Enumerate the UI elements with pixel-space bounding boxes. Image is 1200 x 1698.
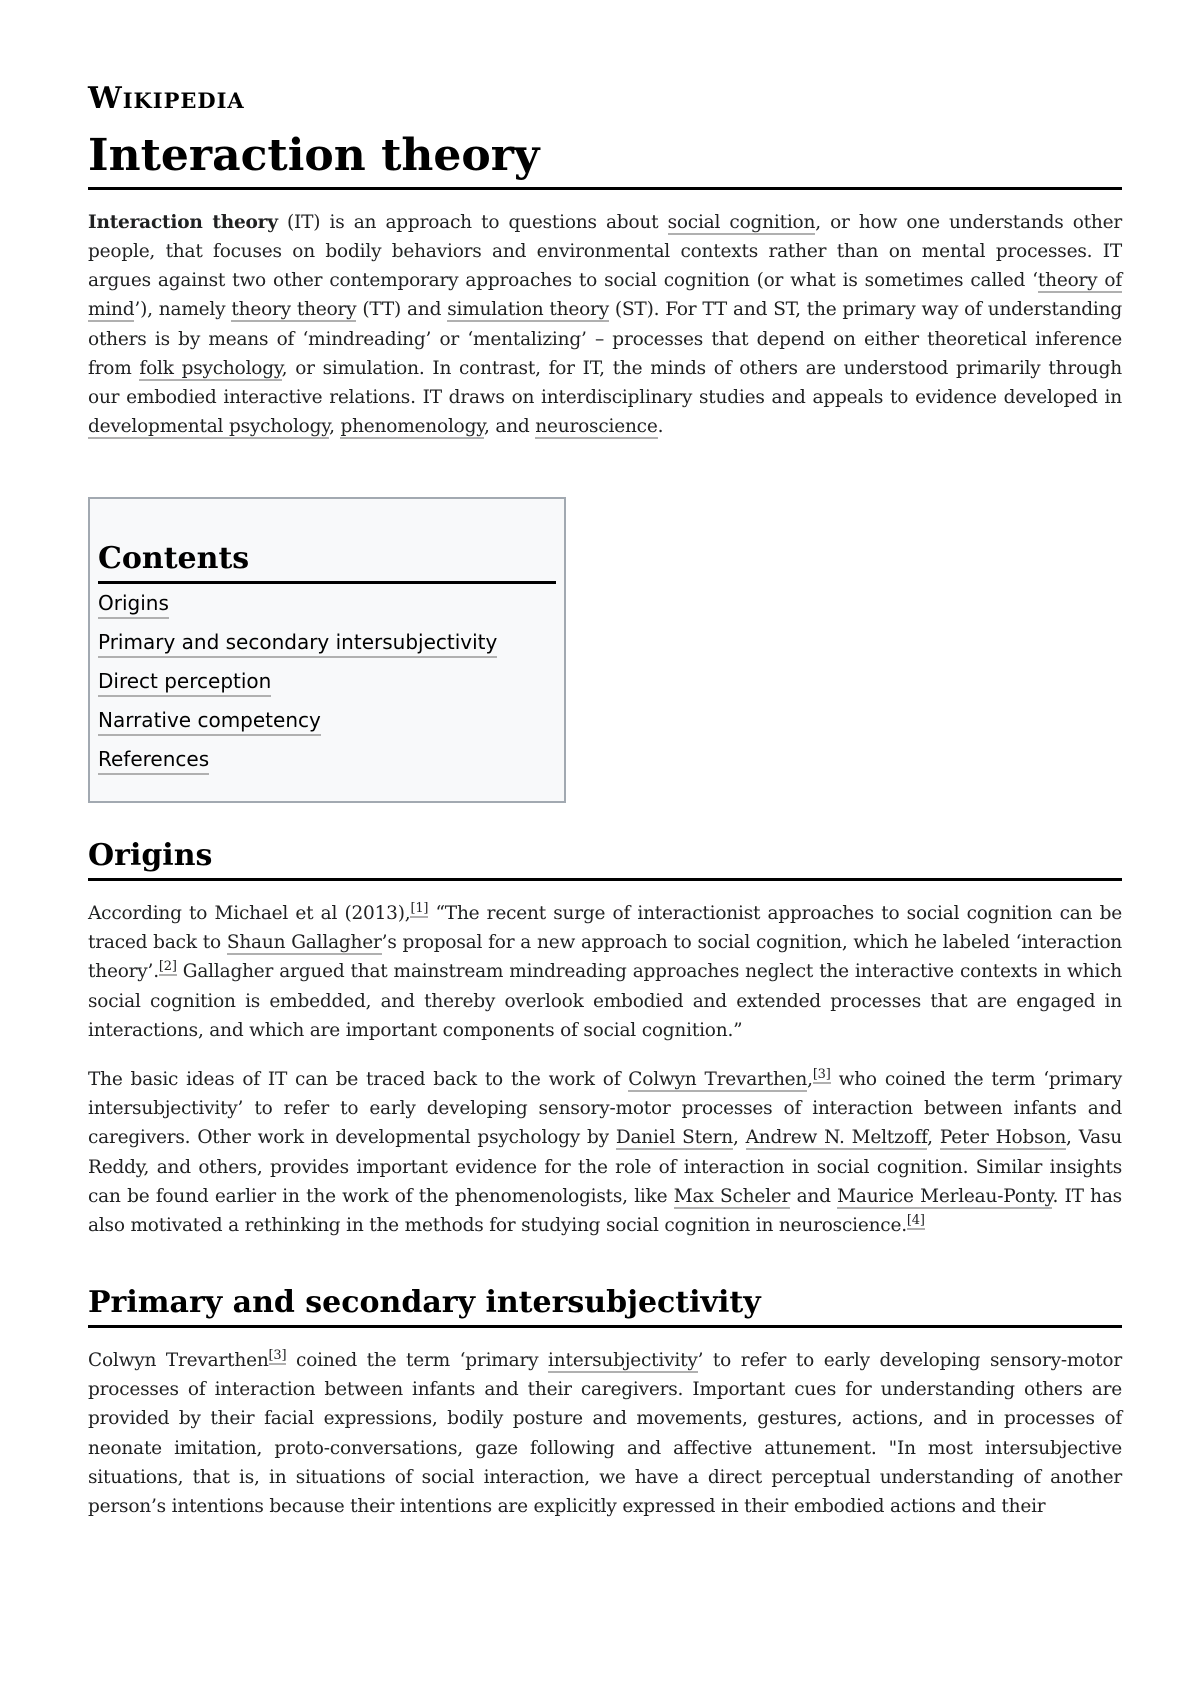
origins-text: , <box>927 1127 940 1149</box>
toc-item-origins[interactable] <box>98 584 556 623</box>
intro-text: . <box>657 416 664 438</box>
link-maurice-merleau-ponty[interactable]: Maurice Merleau-Ponty <box>837 1185 1053 1207</box>
intro-text: (ST). For TT and ST, the primary way of understanding others is by means of ‘mindreading’ or ‘mentalizing’ – processes that depend on either theoretical inference from <box>88 299 1123 379</box>
toc-item-narrative-competency[interactable] <box>98 701 556 740</box>
intro-text: , or how one understands other people, that focuses on bodily behaviors and environmental contexts rather than on mental processes. IT argues against two other contemporary approaches to social cognition (or what is sometimes called ‘ <box>88 211 1122 292</box>
origins-text: , <box>807 1069 813 1091</box>
primary-text: Colwyn Trevarthen <box>88 1350 269 1371</box>
section-primary-secondary-intersubjectivity <box>88 1285 1122 1521</box>
toc-list <box>98 584 556 779</box>
link-developmental-psychology[interactable]: developmental psychology <box>88 416 330 438</box>
link-neuroscience[interactable]: neuroscience <box>535 416 658 438</box>
intro-bold-term: Interaction theory <box>88 211 278 233</box>
ref-4[interactable]: [4] <box>906 1212 925 1228</box>
toc-item-references[interactable] <box>98 740 556 779</box>
primary-text: coined the term ‘primary <box>286 1350 549 1371</box>
toc-item-label[interactable]: Direct perception <box>98 669 271 697</box>
intro-paragraph <box>88 208 1122 442</box>
intro-text: , and <box>484 416 536 438</box>
origins-text: Gallagher argued that mainstream mindreading approaches neglect the interactive contexts in which social cognition is embedded, and thereby overlook embodied and extended processes that are engaged in interactions, and which are important components of social cognition.” <box>88 961 1122 1041</box>
toc-item-label[interactable]: References <box>98 747 209 775</box>
origins-text: , <box>732 1127 746 1149</box>
link-simulation-theory[interactable]: simulation theory <box>447 299 609 321</box>
origins-text: , Vasu Reddy, and others, provides important evidence for the role of interaction in social cognition. Similar insights can be found earlier in the work of the phenomenologists, like <box>88 1127 1122 1207</box>
link-max-scheler[interactable]: Max Scheler <box>673 1185 791 1207</box>
intro-text: , <box>329 416 341 438</box>
heading-primary-secondary-intersubjectivity: Primary and secondary intersubjectivity <box>88 1285 1122 1328</box>
heading-origins: Origins <box>88 838 1122 881</box>
toc-title: Contents <box>98 541 556 584</box>
ref-3[interactable]: [3] <box>268 1347 287 1363</box>
ref-3[interactable]: [3] <box>812 1066 831 1082</box>
origins-text: and <box>790 1185 838 1207</box>
toc-item-primary-secondary-intersubjectivity[interactable] <box>98 623 556 662</box>
origins-text: The basic ideas of IT can be traced back to the work of <box>88 1069 629 1091</box>
origins-paragraph-2 <box>88 1065 1122 1240</box>
toc-item-label[interactable]: Primary and secondary intersubjectivity <box>98 630 497 658</box>
toc-item-label[interactable]: Narrative competency <box>98 708 321 736</box>
link-andrew-meltzoff[interactable]: Andrew N. Meltzoff <box>745 1127 928 1149</box>
origins-text: “The recent surge of interactionist approaches to social cognition can be traced back to <box>88 903 1122 954</box>
origins-text: According to Michael et al (2013), <box>88 903 411 924</box>
toc-item-direct-perception[interactable] <box>98 662 556 701</box>
ref-1[interactable]: [1] <box>410 900 429 916</box>
ref-2[interactable]: [2] <box>158 959 177 975</box>
origins-text: who coined the term ‘primary intersubjectivity’ to refer to early developing sensory-motor processes of interaction between infants and caregivers. Other work in developmental psychology by <box>88 1069 1122 1149</box>
link-folk-psychology[interactable]: folk psychology <box>139 357 282 379</box>
link-colwyn-trevarthen[interactable]: Colwyn Trevarthen <box>628 1069 808 1091</box>
intro-text: ’), namely <box>134 299 232 321</box>
origins-text: . IT has also motivated a rethinking in the methods for studying social cognition in neuroscience. <box>88 1185 1122 1237</box>
intro-text: (TT) and <box>356 299 448 321</box>
intro-text: (IT) is an approach to questions about <box>277 211 668 233</box>
wikipedia-logo[interactable]: Wikipedia <box>88 81 245 116</box>
link-theory-of-mind[interactable]: theory of mind <box>88 270 1123 321</box>
toc-item-label[interactable]: Origins <box>98 591 169 619</box>
link-daniel-stern[interactable]: Daniel Stern <box>615 1127 733 1149</box>
link-peter-hobson[interactable]: Peter Hobson <box>939 1127 1067 1149</box>
section-origins <box>88 838 1122 1240</box>
article-page <box>88 78 1123 1518</box>
link-intersubjectivity[interactable]: intersubjectivity <box>548 1350 698 1371</box>
link-phenomenology[interactable]: phenomenology <box>340 416 485 438</box>
link-shaun-gallagher[interactable]: Shaun Gallagher <box>226 932 382 954</box>
primary-paragraph-1 <box>88 1346 1122 1521</box>
link-theory-theory[interactable]: theory theory <box>231 299 357 321</box>
primary-text: ’ to refer to early developing sensory-motor processes of interaction between infants and their caregivers. Important cues for understanding others are provided by their facial expressions, bodily posture and movements, gestures, actions, and in processes of neonate imitation, proto-conversations, gaze following and affective attunement. "In most intersubjective situations, that is, in situations of social interaction, we have a direct perceptual understanding of another person’s intentions because their intentions are explicitly expressed in their embodied actions and their <box>88 1350 1122 1518</box>
link-social-cognition[interactable]: social cognition <box>667 211 816 233</box>
table-of-contents <box>88 497 566 803</box>
origins-text: ’s proposal for a new approach to social cognition, which he labeled ‘interaction theory’. <box>88 932 1122 983</box>
intro-text: , or simulation. In contrast, for IT, the minds of others are understood primarily through our embodied interactive relations. IT draws on interdisciplinary studies and appeals to evidence developed in <box>88 357 1122 409</box>
page-title: Interaction theory <box>88 130 1122 190</box>
origins-paragraph-1 <box>88 899 1122 1045</box>
